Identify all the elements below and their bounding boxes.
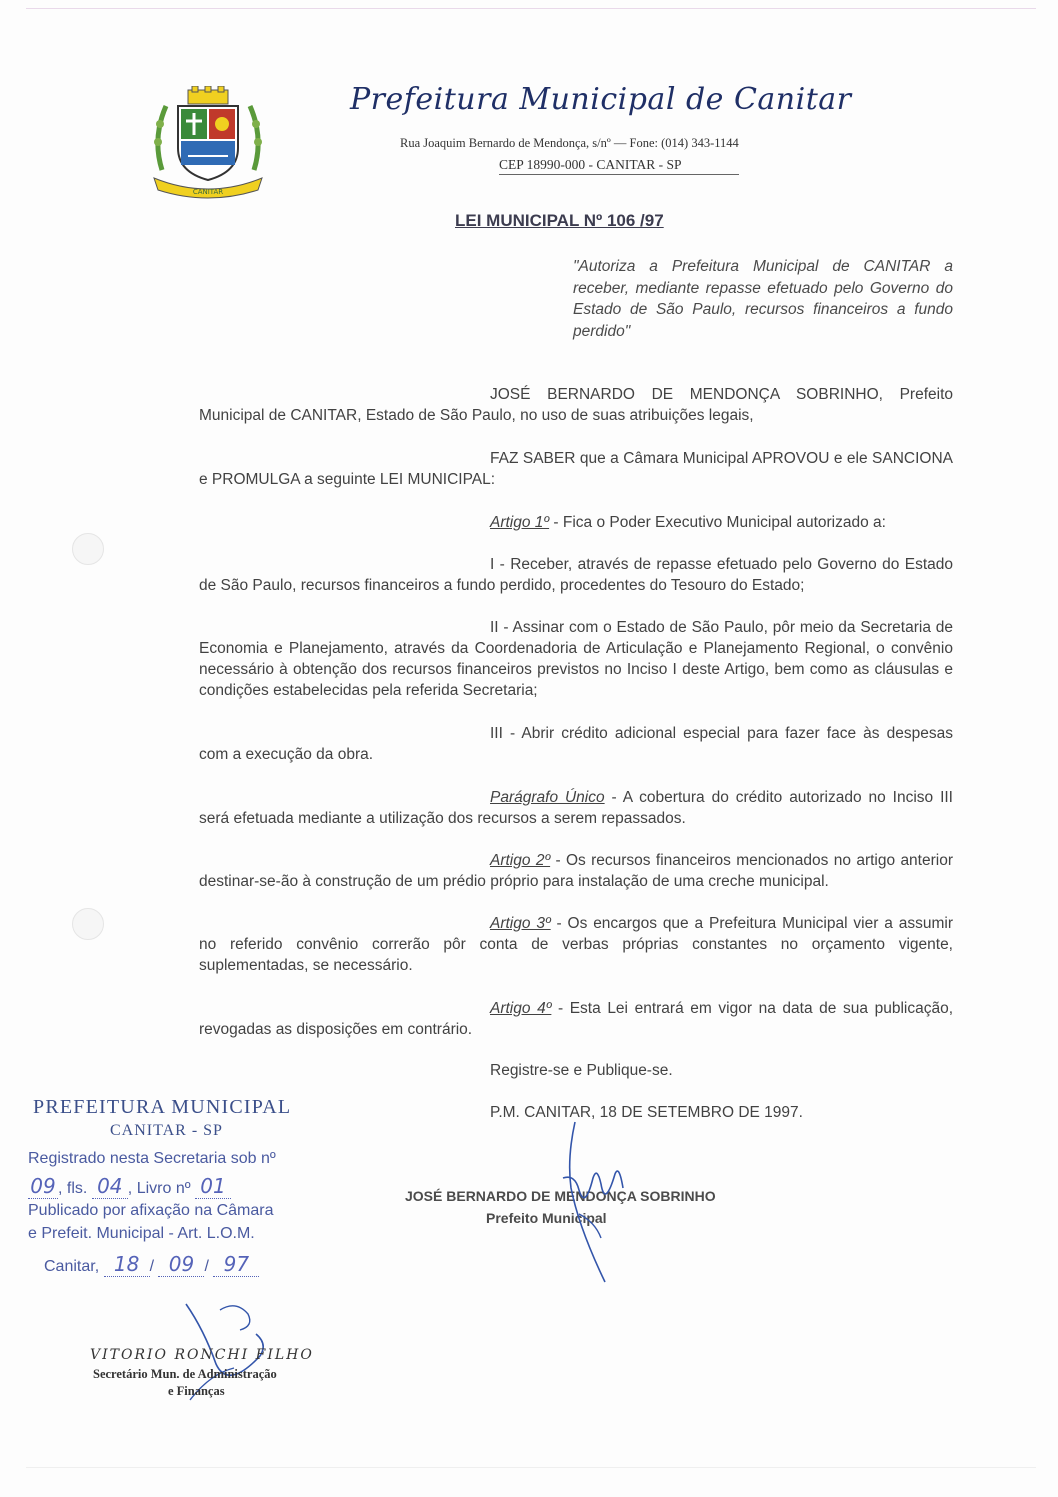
article-3 — [199, 913, 953, 976]
article-4-text: - Esta Lei entrará em vigor na data de sua publicação, revogadas as disposições em contrário. — [199, 1000, 953, 1038]
signer-role: Prefeito Municipal — [486, 1210, 607, 1226]
livro-number: 01 — [195, 1174, 231, 1199]
article-1-text: - Fica o Poder Executivo Municipal autorizado a: — [549, 514, 886, 531]
secretary-role: Secretário Mun. de Administração — [93, 1367, 277, 1381]
inciso-2-text: II - Assinar com o Estado de São Paulo, pôr meio da Secretaria de Economia e Planejamento, através da Coordenadoria de Articulação e Planejamento Regional, o convênio necessário à obtenção dos recursos financeiros previstos no Inciso I deste Artigo, bem como as cláusulas e condições estabelecidas pela referida Secretaria; — [199, 619, 953, 699]
article-3-text: - Os encargos que a Prefeitura Municipal vier a assumir no referido convênio correrão pôr conta de verbas próprias constantes no orçamento vigente, suplementadas, se necessário. — [199, 915, 953, 974]
registration-number: 09 — [28, 1174, 58, 1199]
svg-text:CANITAR: CANITAR — [192, 188, 224, 196]
article-4 — [199, 998, 953, 1040]
article-2 — [199, 850, 953, 892]
inciso-1-text: I - Receber, através de repasse efetuado pelo Governo do Estado de São Paulo, recursos financeiros a fundo perdido, procedentes do Tesouro do Estado; — [199, 556, 953, 594]
stamp-line-3: Publicado por afixação na Câmara — [28, 1202, 274, 1219]
fls-number: 04 — [92, 1174, 128, 1199]
punch-hole — [72, 908, 104, 940]
paragrafo-unico-label: Parágrafo Único — [490, 789, 605, 806]
law-ementa: "Autoriza a Prefeitura Municipal de CANITAR a receber, mediante repasse efetuado pelo Governo do Estado de São Paulo, recursos financeiros a fundo perdido" — [573, 258, 953, 340]
register-line: Registre-se e Publique-se. — [490, 1062, 673, 1079]
stamp-month: 09 — [158, 1252, 204, 1277]
inciso-2 — [199, 617, 953, 701]
paragrafo-unico-text: - A cobertura do crédito autorizado no Inciso III será efetuada mediante a utilização dos recursos a serem repassados. — [199, 789, 953, 827]
fls-label: , fls. — [58, 1180, 88, 1197]
top-border-line — [26, 8, 1036, 9]
bottom-border-line — [26, 1467, 1036, 1468]
livro-label: , Livro nº — [127, 1180, 191, 1197]
article-4-label: Artigo 4º — [490, 1000, 552, 1017]
stamp-day: 18 — [104, 1252, 150, 1277]
stamp-city-label: Canitar, — [44, 1258, 100, 1275]
article-2-text: - Os recursos financeiros mencionados no artigo anterior destinar-se-ão à construção de um prédio próprio para instalação de uma creche municipal. — [199, 852, 953, 890]
stamp-year: 97 — [213, 1252, 259, 1277]
inciso-3-text: III - Abrir crédito adicional especial para fazer face às despesas com a execução da obra. — [199, 725, 953, 763]
paragrafo-unico — [199, 787, 953, 829]
inciso-3 — [199, 723, 953, 765]
secretary-name: VITORIO RONCHI FILHO — [90, 1347, 314, 1363]
stamp-date-line: Canitar, 18 / 09 / 97 — [44, 1252, 259, 1277]
secretary-role-line-2: e Finanças — [168, 1384, 225, 1398]
stamp-subtitle: CANITAR - SP — [110, 1122, 223, 1139]
stamp-line-2 — [28, 1174, 231, 1199]
date-line: P.M. CANITAR, 18 DE SETEMBRO DE 1997. — [490, 1104, 803, 1121]
municipality-title: Prefeitura Municipal de Canitar — [350, 82, 852, 117]
stamp-line-1: Registrado nesta Secretaria sob nº — [28, 1150, 276, 1167]
preamble-text-2: FAZ SABER que a Câmara Municipal APROVOU e ele SANCIONA e PROMULGA a seguinte LEI MUNICIPAL: — [199, 450, 953, 488]
stamp-line-4: e Prefeit. Municipal - Art. L.O.M. — [28, 1225, 255, 1242]
article-3-label: Artigo 3º — [490, 915, 551, 932]
municipal-crest-icon — [148, 86, 268, 200]
article-1-label: Artigo 1º — [490, 514, 550, 531]
preamble-text-1: JOSÉ BERNARDO DE MENDONÇA SOBRINHO, Prefeito Municipal de CANITAR, Estado de São Paulo, no uso de suas atribuições legais, — [199, 386, 953, 424]
preamble-paragraph-2 — [199, 448, 953, 490]
article-2-label: Artigo 2º — [490, 852, 551, 869]
stamp-title: PREFEITURA MUNICIPAL — [33, 1096, 292, 1118]
address-line: Rua Joaquim Bernardo de Mendonça, s/nº — Fone: (014) 343-1144 — [400, 136, 739, 150]
preamble-paragraph-1 — [199, 384, 953, 426]
signer-name: JOSÉ BERNARDO DE MENDONÇA SOBRINHO — [405, 1188, 716, 1204]
cep-line: CEP 18990-000 - CANITAR - SP — [499, 157, 739, 175]
punch-hole — [72, 533, 104, 565]
article-1 — [199, 512, 953, 533]
law-title: LEI MUNICIPAL Nº 106 /97 — [455, 211, 664, 230]
inciso-1 — [199, 554, 953, 596]
